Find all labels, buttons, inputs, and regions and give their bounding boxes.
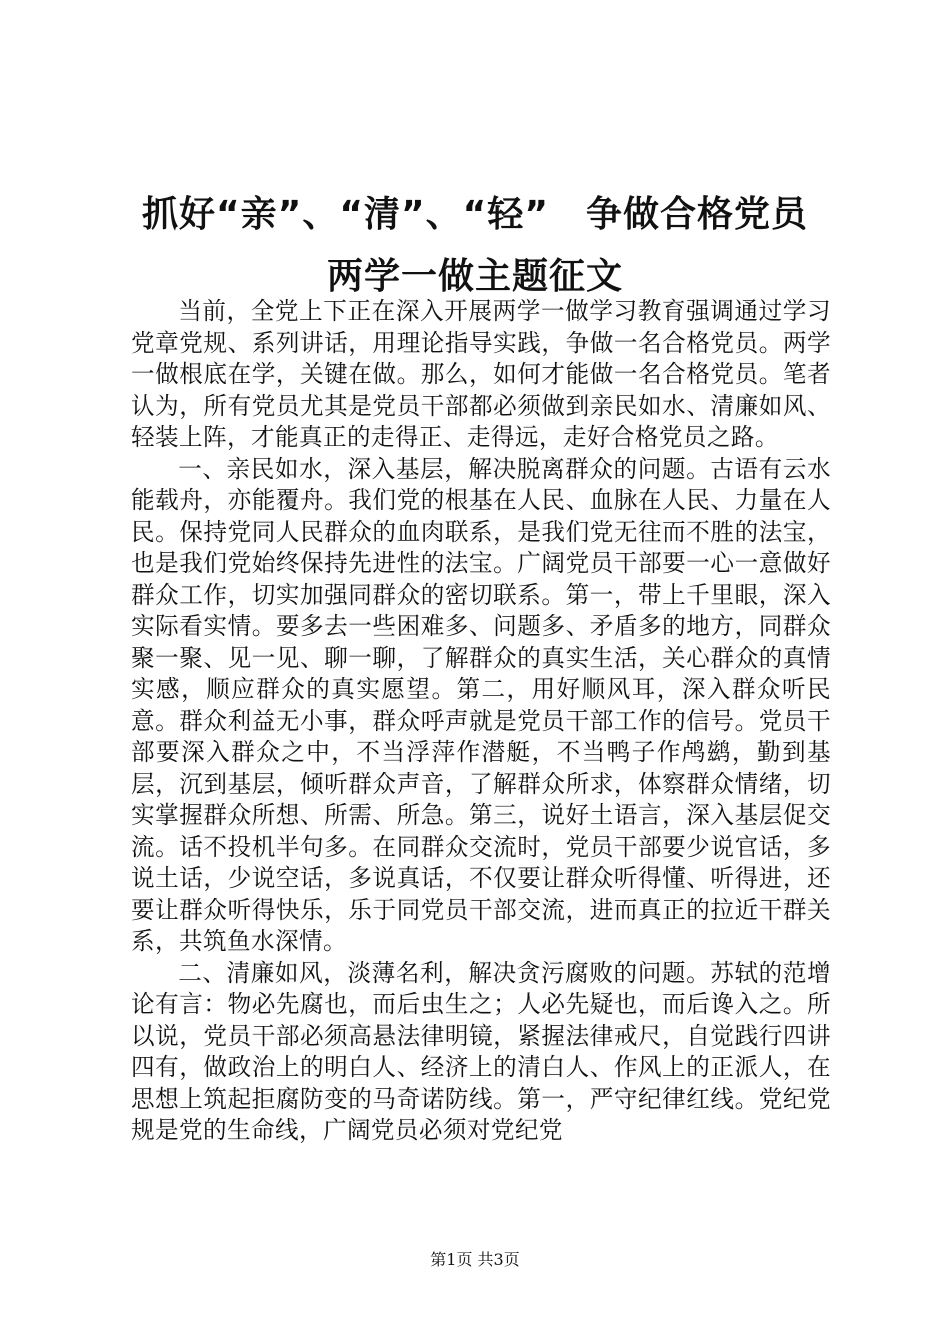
page-footer: 第1页 共3页 (430, 1250, 520, 1269)
document-subtitle: 两学一做主题征文 (326, 256, 623, 297)
document-body (131, 296, 831, 1147)
paragraph-section-2: 二、清廉如风，淡薄名利，解决贪污腐败的问题。苏轼的范增论有言：物必先腐也，而后虫生之；人必先疑也，而后谗入之。所以说，党员干部必须高悬法律明镜，紧握法律戒尺，自觉践行四讲四有，做政治上的明白人、经济上的清白人、作风上的正派人，在思想上筑起拒腐防变的马奇诺防线。第一，严守纪律红线。党纪党规是党的生命线，广阔党员必须对党纪党 (131, 958, 831, 1144)
paragraph-section-1: 一、亲民如水，深入基层，解决脱离群众的问题。古语有云水能载舟，亦能覆舟。我们党的根基在人民、血脉在人民、力量在人民。保持党同人民群众的血肉联系，是我们党无往而不胜的法宝，也是我们党始终保持先进性的法宝。广阔党员干部要一心一意做好群众工作，切实加强同群众的密切联系。第一，带上千里眼，深入实际看实情。要多去一些困难多、问题多、矛盾多的地方，同群众聚一聚、见一见、聊一聊，了解群众的真实生活，关心群众的真情实感，顺应群众的真实愿望。第二，用好顺风耳，深入群众听民意。群众利益无小事，群众呼声就是党员干部工作的信号。党员干部要深入群众之中，不当浮萍作潜艇，不当鸭子作鸬鹚，勤到基层，沉到基层，倾听群众声音，了解群众所求，体察群众情绪，切实掌握群众所想、所需、所急。第三，说好土语言，深入基层促交流。话不投机半句多。在同群众交流时，党员干部要少说官话，多说土话，少说空话，多说真话，不仅要让群众听得懂、听得进，还要让群众听得快乐，乐于同党员干部交流，进而真正的拉近干群关系，共筑鱼水深情。 (131, 454, 831, 955)
paragraph-intro: 当前，全党上下正在深入开展两学一做学习教育强调通过学习党章党规、系列讲话，用理论指导实践，争做一名合格党员。两学一做根底在学，关键在做。那么，如何才能做一名合格党员。笔者认为，所有党员尤其是党员干部都必须做到亲民如水、清廉如风、轻装上阵，才能真正的走得正、走得远，走好合格党员之路。 (131, 297, 831, 451)
document-title: 抓好“亲”、“清”、“轻” 争做合格党员 (142, 194, 808, 235)
